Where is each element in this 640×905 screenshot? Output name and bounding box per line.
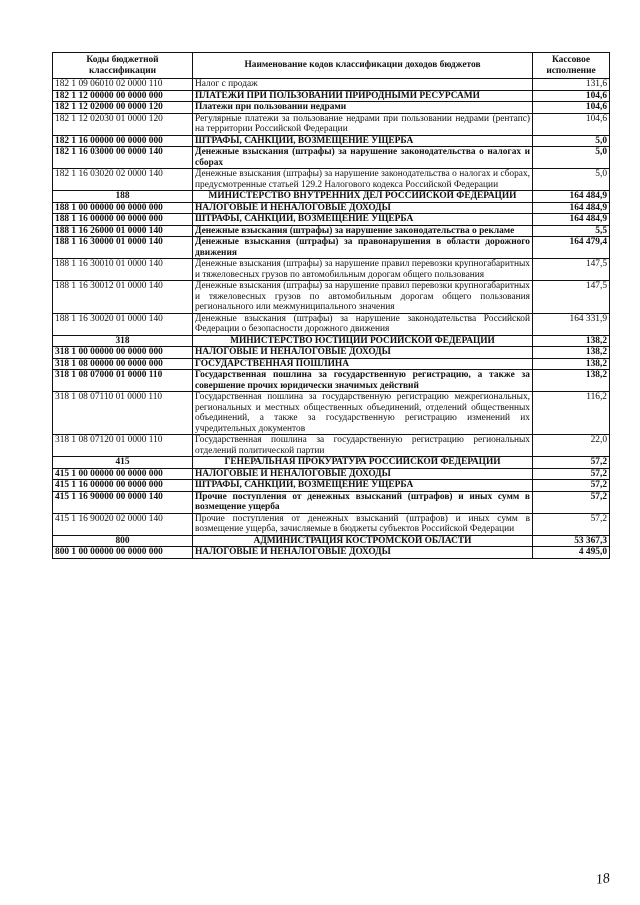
classification-code: 182 1 12 02000 00 0000 120 — [53, 102, 193, 114]
classification-code: 182 1 16 03000 00 0000 140 — [53, 147, 193, 169]
cash-execution-amount: 53 367,3 — [533, 535, 610, 547]
classification-code: 800 1 00 00000 00 0000 000 — [53, 547, 193, 559]
cash-execution-amount: 57,2 — [533, 468, 610, 480]
table-row — [53, 480, 610, 492]
table-body — [53, 79, 610, 559]
classification-name: Государственная пошлина за государственную регистрацию, а также за совершение прочих юридически значимых действий — [193, 370, 533, 392]
classification-name: ПЛАТЕЖИ ПРИ ПОЛЬЗОВАНИИ ПРИРОДНЫМИ РЕСУРСАМИ — [193, 90, 533, 102]
classification-code: 318 1 00 00000 00 0000 000 — [53, 347, 193, 359]
budget-revenue-table — [52, 52, 610, 559]
header-codes: Коды бюджетной классификации — [53, 53, 193, 79]
classification-name: Денежные взыскания (штрафы) за нарушение правил перевозки крупногабаритных и тяжеловесных грузов по автомобильным дорогам общего пользования — [193, 259, 533, 281]
classification-code: 188 1 16 30000 01 0000 140 — [53, 237, 193, 259]
table-row — [53, 281, 610, 314]
classification-code: 415 1 16 90020 02 0000 140 — [53, 513, 193, 535]
table-row — [53, 491, 610, 513]
cash-execution-amount: 5,5 — [533, 225, 610, 237]
classification-code: 188 1 16 00000 00 0000 000 — [53, 214, 193, 226]
classification-name: НАЛОГОВЫЕ И НЕНАЛОГОВЫЕ ДОХОДЫ — [193, 347, 533, 359]
classification-code: 188 1 16 26000 01 0000 140 — [53, 225, 193, 237]
classification-name: МИНИСТЕРСТВО ВНУТРЕННИХ ДЕЛ РОССИЙСКОЙ ФЕДЕРАЦИИ — [193, 191, 533, 203]
cash-execution-amount: 164 331,9 — [533, 313, 610, 335]
table-row — [53, 435, 610, 457]
classification-name: АДМИНИСТРАЦИЯ КОСТРОМСКОЙ ОБЛАСТИ — [193, 535, 533, 547]
table-row — [53, 135, 610, 147]
classification-name: НАЛОГОВЫЕ И НЕНАЛОГОВЫЕ ДОХОДЫ — [193, 468, 533, 480]
table-row — [53, 113, 610, 135]
classification-name: ШТРАФЫ, САНКЦИИ, ВОЗМЕЩЕНИЕ УЩЕРБА — [193, 135, 533, 147]
classification-name: Денежные взыскания (штрафы) за нарушение законодательства Российской Федерации о безопасности дорожного движения — [193, 313, 533, 335]
table-row — [53, 457, 610, 469]
header-execution: Кассовое исполнение — [533, 53, 610, 79]
cash-execution-amount: 22,0 — [533, 435, 610, 457]
table-row — [53, 392, 610, 435]
cash-execution-amount: 5,0 — [533, 135, 610, 147]
classification-name: Денежные взыскания (штрафы) за правонарушения в области дорожного движения — [193, 237, 533, 259]
classification-code: 182 1 12 02030 01 0000 120 — [53, 113, 193, 135]
cash-execution-amount: 138,2 — [533, 358, 610, 370]
classification-code: 318 1 08 07110 01 0000 110 — [53, 392, 193, 435]
classification-code: 188 — [53, 191, 193, 203]
classification-code: 415 1 16 90000 00 0000 140 — [53, 491, 193, 513]
cash-execution-amount: 57,2 — [533, 491, 610, 513]
classification-name: НАЛОГОВЫЕ И НЕНАЛОГОВЫЕ ДОХОДЫ — [193, 547, 533, 559]
cash-execution-amount: 164 484,9 — [533, 202, 610, 214]
table-row — [53, 335, 610, 347]
classification-name: Денежные взыскания (штрафы) за нарушение законодательства о налогах и сборах, предусмотренные статьей 129.2 Налогового кодекса Российской Федерации — [193, 169, 533, 191]
table-row — [53, 237, 610, 259]
classification-code: 182 1 16 03020 02 0000 140 — [53, 169, 193, 191]
cash-execution-amount: 5,0 — [533, 147, 610, 169]
cash-execution-amount: 57,2 — [533, 513, 610, 535]
table-row — [53, 259, 610, 281]
classification-code: 318 1 08 00000 00 0000 000 — [53, 358, 193, 370]
classification-code: 182 1 09 06010 02 0000 110 — [53, 79, 193, 91]
classification-name: Денежные взыскания (штрафы) за нарушение законодательства о рекламе — [193, 225, 533, 237]
cash-execution-amount: 138,2 — [533, 335, 610, 347]
classification-name: Прочие поступления от денежных взысканий (штрафов) и иных сумм в возмещение ущерба, зачисляемые в бюджеты субъектов Российской Федерации — [193, 513, 533, 535]
cash-execution-amount: 164 479,4 — [533, 237, 610, 259]
classification-code: 188 1 16 30010 01 0000 140 — [53, 259, 193, 281]
classification-name: Государственная пошлина за государственную регистрацию межрегиональных, региональных и местных общественных объединений, отделений общественных объединений, а также за государственную регистрацию изменений их учредительных документов — [193, 392, 533, 435]
classification-name: Государственная пошлина за государственную регистрацию региональных отделений политической партии — [193, 435, 533, 457]
table-row — [53, 147, 610, 169]
classification-code: 188 1 16 30020 01 0000 140 — [53, 313, 193, 335]
table-row — [53, 225, 610, 237]
table-row — [53, 102, 610, 114]
table-row — [53, 79, 610, 91]
table-row — [53, 513, 610, 535]
table-row — [53, 468, 610, 480]
table-row — [53, 547, 610, 559]
classification-code: 188 1 16 30012 01 0000 140 — [53, 281, 193, 314]
page-number: 18 — [594, 871, 611, 888]
cash-execution-amount: 5,0 — [533, 169, 610, 191]
cash-execution-amount: 147,5 — [533, 281, 610, 314]
cash-execution-amount: 57,2 — [533, 457, 610, 469]
classification-name: Налог с продаж — [193, 79, 533, 91]
table-row — [53, 347, 610, 359]
classification-code: 415 — [53, 457, 193, 469]
cash-execution-amount: 164 484,9 — [533, 214, 610, 226]
classification-code: 318 1 08 07000 01 0000 110 — [53, 370, 193, 392]
cash-execution-amount: 138,2 — [533, 370, 610, 392]
classification-name: ГЕНЕРАЛЬНАЯ ПРОКУРАТУРА РОССИЙСКОЙ ФЕДЕРАЦИИ — [193, 457, 533, 469]
table-row — [53, 214, 610, 226]
classification-code: 318 — [53, 335, 193, 347]
classification-name: Прочие поступления от денежных взысканий (штрафов) и иных сумм в возмещение ущерба — [193, 491, 533, 513]
classification-name: ШТРАФЫ, САНКЦИИ, ВОЗМЕЩЕНИЕ УЩЕРБА — [193, 214, 533, 226]
table-row — [53, 191, 610, 203]
classification-name: ШТРАФЫ, САНКЦИИ, ВОЗМЕЩЕНИЕ УЩЕРБА — [193, 480, 533, 492]
table-row — [53, 535, 610, 547]
classification-name: МИНИСТЕРСТВО ЮСТИЦИИ РОСИЙСКОЙ ФЕДЕРАЦИИ — [193, 335, 533, 347]
classification-name: НАЛОГОВЫЕ И НЕНАЛОГОВЫЕ ДОХОДЫ — [193, 202, 533, 214]
table-row — [53, 202, 610, 214]
classification-code: 318 1 08 07120 01 0000 110 — [53, 435, 193, 457]
classification-name: Регулярные платежи за пользование недрами при пользовании недрами (рентапс) на территории Российской Федерации — [193, 113, 533, 135]
classification-code: 415 1 16 00000 00 0000 000 — [53, 480, 193, 492]
cash-execution-amount: 131,6 — [533, 79, 610, 91]
cash-execution-amount: 104,6 — [533, 102, 610, 114]
cash-execution-amount: 104,6 — [533, 90, 610, 102]
cash-execution-amount: 147,5 — [533, 259, 610, 281]
classification-name: Денежные взыскания (штрафы) за нарушение правил перевозки крупногабаритных и тяжеловесных грузов по автомобильным дорогам общего пользования регионального или межмуниципального значения — [193, 281, 533, 314]
cash-execution-amount: 116,2 — [533, 392, 610, 435]
classification-name: Платежи при пользовании недрами — [193, 102, 533, 114]
table-header-row — [53, 53, 610, 79]
classification-code: 182 1 12 00000 00 0000 000 — [53, 90, 193, 102]
cash-execution-amount: 4 495,0 — [533, 547, 610, 559]
table-row — [53, 169, 610, 191]
classification-code: 182 1 16 00000 00 0000 000 — [53, 135, 193, 147]
cash-execution-amount: 138,2 — [533, 347, 610, 359]
table-row — [53, 370, 610, 392]
classification-name: ГОСУДАРСТВЕННАЯ ПОШЛИНА — [193, 358, 533, 370]
classification-code: 800 — [53, 535, 193, 547]
classification-code: 415 1 00 00000 00 0000 000 — [53, 468, 193, 480]
cash-execution-amount: 164 484,9 — [533, 191, 610, 203]
cash-execution-amount: 104,6 — [533, 113, 610, 135]
classification-code: 188 1 00 00000 00 0000 000 — [53, 202, 193, 214]
cash-execution-amount: 57,2 — [533, 480, 610, 492]
header-names: Наименование кодов классификации доходов бюджетов — [193, 53, 533, 79]
classification-name: Денежные взыскания (штрафы) за нарушение законодательства о налогах и сборах — [193, 147, 533, 169]
table-row — [53, 313, 610, 335]
table-row — [53, 90, 610, 102]
table-row — [53, 358, 610, 370]
